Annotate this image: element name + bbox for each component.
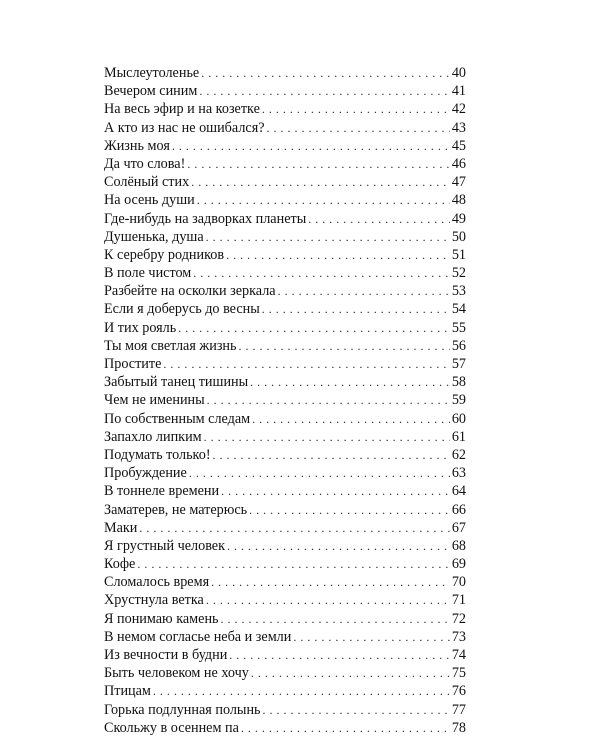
toc-dot-leader <box>211 573 450 591</box>
toc-dot-leader <box>153 682 450 700</box>
toc-entry-title: Забытый танец тишины <box>104 374 249 391</box>
toc-dot-leader <box>263 701 450 719</box>
toc-entry <box>104 482 466 500</box>
toc-entry <box>104 410 466 428</box>
toc-entry <box>104 719 466 737</box>
toc-entry-page-number: 46 <box>451 155 466 172</box>
toc-dot-leader <box>199 82 449 100</box>
toc-dot-leader <box>193 264 450 282</box>
toc-entry <box>104 428 466 446</box>
toc-dot-leader <box>172 137 450 155</box>
toc-entry-title: Ты моя светлая жизнь <box>104 337 237 354</box>
toc-entry-title: Птицам <box>104 683 151 700</box>
toc-entry-page-number: 48 <box>451 192 466 209</box>
toc-entry-title: Жизнь моя <box>104 137 170 154</box>
toc-entry <box>104 591 466 609</box>
toc-entry-title: На осень души <box>104 192 195 209</box>
toc-entry <box>104 682 466 700</box>
toc-dot-leader <box>238 337 449 355</box>
toc-entry <box>104 446 466 464</box>
toc-entry <box>104 155 466 173</box>
toc-entry-page-number: 69 <box>451 556 466 573</box>
toc-entry-page-number: 59 <box>451 392 466 409</box>
toc-entry-title: Подумать только! <box>104 446 211 463</box>
toc-entry <box>104 573 466 591</box>
toc-entry-page-number: 51 <box>451 246 466 263</box>
toc-entry-page-number: 64 <box>451 483 466 500</box>
toc-dot-leader <box>251 664 450 682</box>
toc-dot-leader <box>206 591 450 609</box>
toc-dot-leader <box>191 173 450 191</box>
toc-entry-page-number: 40 <box>451 65 466 81</box>
toc-dot-leader <box>308 210 450 228</box>
toc-entry-title: Где-нибудь на задворках планеты <box>104 210 307 227</box>
toc-entry-title: В немом согласье неба и земли <box>104 628 292 645</box>
toc-entry-title: И тих рояль <box>104 319 177 336</box>
toc-entry-title: Разбейте на осколки зеркала <box>104 283 276 300</box>
toc-entry <box>104 391 466 409</box>
toc-entry-title: Да что слова! <box>104 155 186 172</box>
toc-dot-leader <box>207 391 450 409</box>
toc-dot-leader <box>178 319 450 337</box>
toc-entry-title: Душенька, душа <box>104 228 204 245</box>
toc-entry-page-number: 78 <box>451 719 466 736</box>
toc-entry-page-number: 74 <box>451 647 466 663</box>
toc-entry-page-number: 63 <box>451 465 466 482</box>
toc-entry <box>104 337 466 355</box>
toc-entry <box>104 319 466 337</box>
toc-entry-page-number: 68 <box>451 537 466 554</box>
toc-entry-page-number: 73 <box>451 628 466 645</box>
toc-entry-title: На весь эфир и на козетке <box>104 101 260 118</box>
toc-entry-title: Маки <box>104 519 138 536</box>
toc-entry-page-number: 55 <box>451 319 466 336</box>
toc-entry-page-number: 57 <box>451 356 466 372</box>
toc-entry <box>104 628 466 646</box>
toc-entry <box>104 210 466 228</box>
toc-entry <box>104 610 466 628</box>
toc-dot-leader <box>213 446 450 464</box>
toc-entry-page-number: 54 <box>451 301 466 318</box>
toc-entry <box>104 355 466 373</box>
toc-entry <box>104 555 466 573</box>
toc-entry <box>104 300 466 318</box>
toc-entry-title: Кофе <box>104 556 136 573</box>
toc-entry-page-number: 43 <box>451 119 466 136</box>
toc-entry <box>104 519 466 537</box>
toc-entry-page-number: 77 <box>451 701 466 718</box>
toc-entry-title: Сломалось время <box>104 574 210 591</box>
toc-entry-page-number: 71 <box>451 592 466 609</box>
toc-entry-title: Быть человеком не хочу <box>104 665 249 682</box>
toc-entry-title: Я понимаю камень <box>104 610 219 627</box>
toc-entry-title: В тоннеле времени <box>104 483 220 500</box>
toc-entry-page-number: 50 <box>451 228 466 245</box>
toc-entry <box>104 464 466 482</box>
toc-entry-page-number: 60 <box>451 410 466 427</box>
toc-dot-leader <box>221 482 450 500</box>
toc-entry-page-number: 56 <box>451 337 466 354</box>
toc-entry-title: Я грустный человек <box>104 537 226 554</box>
toc-dot-leader <box>293 628 449 646</box>
toc-dot-leader <box>278 282 450 300</box>
toc-entry-page-number: 67 <box>451 519 466 536</box>
toc-entry-page-number: 52 <box>451 265 466 282</box>
toc-entry <box>104 64 466 82</box>
toc-entry-title: По собственным следам <box>104 410 251 427</box>
toc-dot-leader <box>221 610 450 628</box>
toc-entry <box>104 191 466 209</box>
toc-entry-page-number: 75 <box>451 665 466 682</box>
toc-entry <box>104 82 466 100</box>
toc-entry-title: Запахло липким <box>104 428 202 445</box>
toc-entry-page-number: 76 <box>451 683 466 700</box>
toc-entry-page-number: 42 <box>451 101 466 118</box>
toc-entry-title: К серебру родников <box>104 246 225 263</box>
toc-dot-leader <box>139 519 449 537</box>
toc-entry-title: Простите <box>104 356 162 372</box>
toc-dot-leader <box>137 555 449 573</box>
toc-entry-page-number: 66 <box>451 501 466 518</box>
toc-entry <box>104 373 466 391</box>
toc-entry-title: Заматерев, не матерюсь <box>104 501 248 518</box>
toc-dot-leader <box>229 646 450 664</box>
toc-entry-title: Если я доберусь до весны <box>104 301 260 318</box>
toc-dot-leader <box>241 719 450 737</box>
toc-entry-page-number: 45 <box>451 137 466 154</box>
toc-entry-page-number: 58 <box>451 374 466 391</box>
toc-dot-leader <box>163 355 449 373</box>
toc-entry-page-number: 70 <box>451 574 466 591</box>
toc-dot-leader <box>249 501 450 519</box>
toc-entry-title: Мыслеутоленье <box>104 65 200 81</box>
toc-entry-title: Хрустнула ветка <box>104 592 204 609</box>
toc-entry-title: А кто из нас не ошибался? <box>104 119 265 136</box>
toc-dot-leader <box>187 155 449 173</box>
toc-entry-title: Скольжу в осеннем па <box>104 719 239 736</box>
toc-entry <box>104 228 466 246</box>
toc-entry <box>104 246 466 264</box>
toc-dot-leader <box>197 191 450 209</box>
toc-entry <box>104 119 466 137</box>
toc-entry-page-number: 41 <box>451 83 466 100</box>
toc-dot-leader <box>226 246 450 264</box>
toc-dot-leader <box>201 64 450 82</box>
toc-entry <box>104 100 466 118</box>
toc-entry <box>104 701 466 719</box>
toc-entry-page-number: 49 <box>451 210 466 227</box>
toc-entry <box>104 664 466 682</box>
toc-entry <box>104 646 466 664</box>
toc-entry-title: Из вечности в будни <box>104 647 228 663</box>
toc-entry-title: Горька подлунная полынь <box>104 701 261 718</box>
toc-entry-page-number: 47 <box>451 174 466 191</box>
toc-entry <box>104 537 466 555</box>
toc-entry-title: Солёный стих <box>104 174 190 191</box>
toc-entry <box>104 264 466 282</box>
toc-dot-leader <box>267 119 450 137</box>
toc-entry-page-number: 62 <box>451 446 466 463</box>
toc-entry-title: Чем не именины <box>104 392 205 409</box>
toc-dot-leader <box>252 410 450 428</box>
toc-entry-title: Вечером синим <box>104 83 198 100</box>
toc-dot-leader <box>262 300 450 318</box>
toc-dot-leader <box>250 373 450 391</box>
toc-entry-page-number: 72 <box>451 610 466 627</box>
toc-dot-leader <box>189 464 450 482</box>
toc-dot-leader <box>227 537 450 555</box>
table-of-contents <box>104 64 466 737</box>
toc-entry <box>104 173 466 191</box>
toc-entry-title: Пробуждение <box>104 465 187 482</box>
toc-entry-page-number: 61 <box>451 428 466 445</box>
toc-dot-leader <box>204 428 450 446</box>
toc-dot-leader <box>206 228 450 246</box>
toc-entry-title: В поле чистом <box>104 265 192 282</box>
toc-entry <box>104 137 466 155</box>
toc-dot-leader <box>262 100 450 118</box>
toc-entry <box>104 282 466 300</box>
toc-entry <box>104 501 466 519</box>
toc-entry-page-number: 53 <box>451 283 466 300</box>
